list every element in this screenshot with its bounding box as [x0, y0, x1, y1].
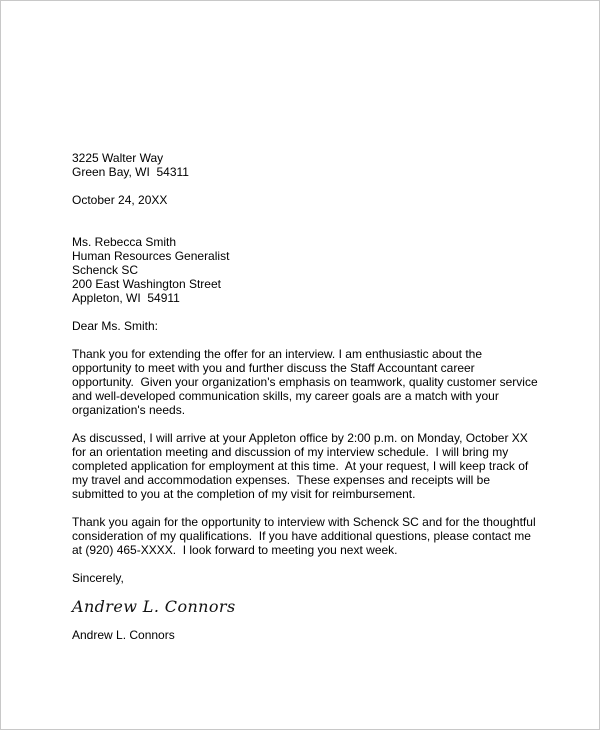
typed-name-text: Andrew L. Connors [72, 628, 175, 642]
sender-street: 3225 Walter Way [72, 151, 164, 165]
date-text: October 24, 20XX [72, 193, 168, 207]
recipient-street: 200 East Washington Street [72, 277, 221, 291]
salutation [72, 319, 542, 333]
letter-body [72, 151, 542, 642]
recipient-address [72, 235, 542, 305]
paragraph-line: consideration of my qualifications. If you have additional questions, please contact me [72, 529, 531, 543]
paragraph-line: completed application for employment at this time. At your request, I will keep track of [72, 459, 529, 473]
paragraph-line: Thank you for extending the offer for an interview. I am enthusiastic about the [72, 347, 483, 361]
closing [72, 571, 542, 585]
paragraph-line: Thank you again for the opportunity to interview with Schenck SC and for the thoughtful [72, 515, 536, 529]
paragraph-line: opportunity to meet with you and further discuss the Staff Accountant career [72, 361, 475, 375]
recipient-city-state-zip: Appleton, WI 54911 [72, 291, 180, 305]
paragraph-line: submitted to you at the completion of my visit for reimbursement. [72, 487, 416, 501]
paragraph-line: organization's needs. [72, 403, 186, 417]
paragraph-line: my travel and accommodation expenses. These expenses and receipts will be [72, 473, 491, 487]
recipient-company: Schenck SC [72, 263, 139, 277]
typed-name [72, 628, 542, 642]
letter-date [72, 193, 542, 207]
closing-text: Sincerely, [72, 571, 124, 585]
salutation-text: Dear Ms. Smith: [72, 319, 159, 333]
recipient-name: Ms. Rebecca Smith [72, 235, 177, 249]
paragraph-3 [72, 515, 542, 557]
paragraph-line: and well-developed communication skills, my career goals are a match with your [72, 389, 499, 403]
recipient-title: Human Resources Generalist [72, 249, 230, 263]
paragraph-2 [72, 431, 542, 501]
paragraph-line: As discussed, I will arrive at your Appleton office by 2:00 p.m. on Monday, October XX [72, 431, 528, 445]
paragraph-line: at (920) 465-XXXX. I look forward to meeting you next week. [72, 543, 398, 557]
paragraph-1 [72, 347, 542, 417]
sender-address [72, 151, 542, 179]
paragraph-line: for an orientation meeting and discussion of my interview schedule. I will bring my [72, 445, 509, 459]
sender-city-state-zip: Green Bay, WI 54311 [72, 165, 189, 179]
paragraph-line: opportunity. Given your organization's emphasis on teamwork, quality customer service [72, 375, 538, 389]
handwritten-signature [72, 599, 542, 628]
signature-text: Andrew L. Connors [72, 597, 236, 616]
